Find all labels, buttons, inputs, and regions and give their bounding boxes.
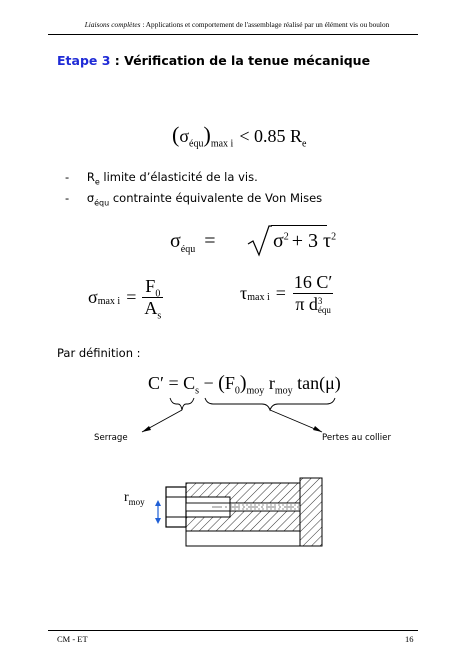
page-number: 16 <box>405 634 414 644</box>
label-pertes: Pertes au collier <box>322 433 391 443</box>
bullet-re: - $R_e$ limite d’élasticité de la vis. <box>65 170 258 187</box>
header-italic: Liaisons complètes <box>84 20 141 29</box>
formula-sigma-max: σ $_{max i}$ = $\frac{F_0}{A_s}$ <box>88 276 162 322</box>
formula-couple: $C' = C_s - (F_0)_{moy}$ $r_{moy}$ tan(μ) <box>148 372 341 397</box>
footer-rule <box>48 630 418 631</box>
screw-head <box>166 487 186 527</box>
screw-shank <box>186 503 230 511</box>
formula-main: $(\sigma_{équ})_{max i} < 0.85$ $R_e$ <box>172 122 307 150</box>
upper-plate <box>186 483 300 503</box>
fraction-f0-as: $\frac{F_0}{A_s}$ <box>144 276 162 322</box>
formula-von-mises: $\sigma_{équ}$ = <box>170 230 216 255</box>
step-label: Etape 3 <box>57 53 111 68</box>
title-text: : Vérification de la tenue mécanique <box>110 53 371 68</box>
lower-plate <box>186 511 300 531</box>
label-serrage: Serrage <box>94 433 128 443</box>
fraction-16c-pid3: 16 C′ π d 3 équ <box>293 272 333 315</box>
formula-tau-max: τ $_{max i}$ = 16 C′ π d 3 équ <box>240 272 333 315</box>
right-part <box>300 478 322 546</box>
von-mises-radicand: $\sigma^2 + 3$ $\tau^2$ <box>273 230 337 252</box>
footer-left: CM - ET <box>57 634 88 644</box>
header-text: : Applications et comportement de l'assemblage réalisé par un élément vis ou boulon <box>140 20 390 29</box>
bullet-sigma-equ: - $\sigma_{équ}$ contrainte équivalente de Von Mises <box>65 191 323 208</box>
rmoy-label: $r_{moy}$ <box>124 490 145 507</box>
par-definition: Par définition : <box>57 346 141 360</box>
